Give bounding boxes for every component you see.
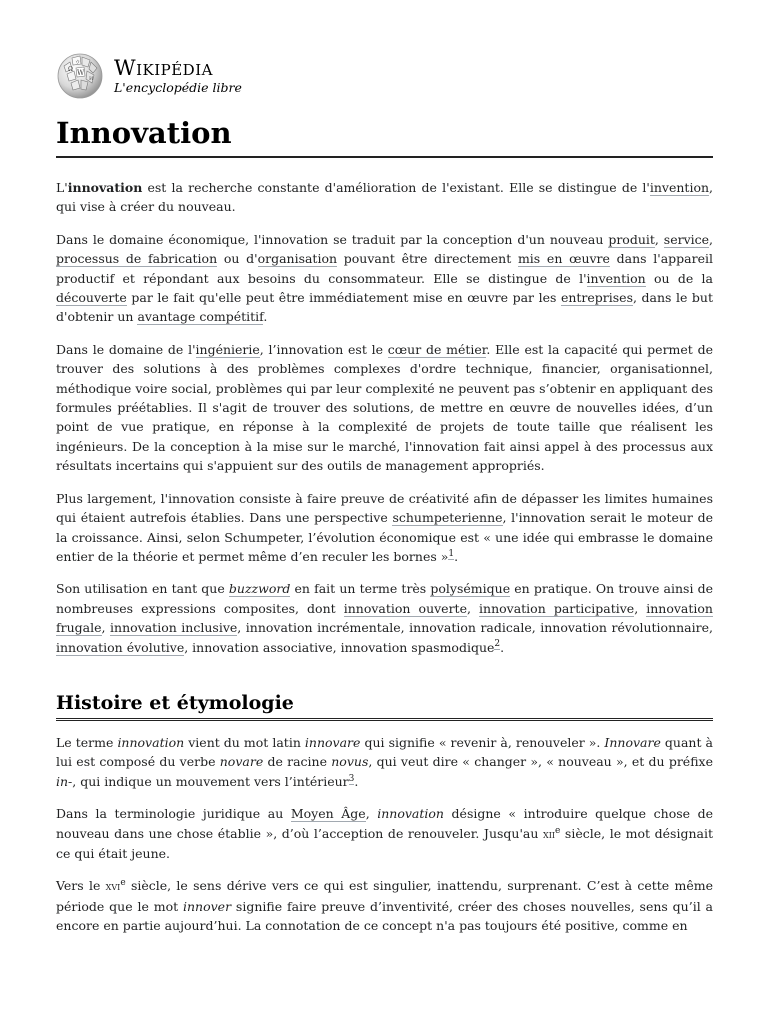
text: , [634, 600, 647, 616]
paragraph-juridique [56, 804, 713, 863]
footnote-ref[interactable]: 1 [448, 548, 455, 559]
link-service[interactable]: service [663, 231, 710, 247]
text: Plus largement, l'innovation consiste à faire preuve de créativité afin de dépasser les limites humaines qui étaient autrefois établies. Dans une perspective [56, 490, 713, 526]
paragraph-economique [56, 230, 713, 327]
century-numeral: xvi [105, 880, 121, 894]
site-header[interactable] [56, 52, 456, 100]
text: ou de la [645, 270, 713, 286]
link-innovation-ouverte[interactable]: innovation ouverte [343, 600, 467, 616]
text: L' [56, 180, 68, 195]
text: Le terme [56, 734, 118, 750]
text: , [654, 231, 664, 247]
link-innovation-inclusive[interactable]: innovation inclusive [110, 620, 238, 636]
text: . [354, 773, 359, 789]
italic-term: novare [219, 754, 264, 770]
brand-tagline: L'encyclopédie libre [114, 80, 242, 95]
link-produit[interactable]: produit [608, 231, 655, 247]
link-invention[interactable]: invention [586, 270, 646, 286]
text: dans l'appareil productif et répondant aux besoins du consommateur. Elle se distingue de l' [56, 251, 713, 286]
link-polysemique[interactable]: polysémique [430, 581, 511, 597]
text: , l’innovation est le [259, 341, 388, 357]
text: , [365, 806, 378, 822]
text: vient du mot latin [184, 734, 305, 750]
link-mis-en-oeuvre[interactable]: mis en œuvre [517, 251, 610, 267]
text: signifie faire preuve d’inventivité, créer des choses nouvelles, sens qu’il a encore en partie aujourd’hui. La connotation de ce concept n'a pas toujours été positive, comme en [56, 898, 714, 934]
text: en pratique. On trouve ainsi de nombreuses expressions composites, dont [56, 581, 713, 616]
text: en fait un terme très [290, 581, 431, 597]
link-schumpeterienne[interactable]: schumpeterienne [392, 510, 503, 526]
article-body [56, 178, 713, 949]
paragraph-intro [56, 178, 713, 217]
text: . Elle est la capacité qui permet de trouver des solutions à des problèmes complexes d'ordre technique, financier, organisationnel, méthodique voire social, problèmes qui par leur complexité ne peuvent pas s’obtenir en appliquant des formules préétablies. Il s'agit de trouver des solutions, de mettre en œuvre de nouvelles idées, d’un point de vue pratique, en réponse à la complexité de projets de toute taille que réalisent les ingénieurs. De la conception à la mise sur le marché, l'innovation fait ainsi appel à des processus aux résultats incertains qui s'appuient sur des outils de management appropriés. [56, 341, 713, 474]
text: . [454, 548, 459, 564]
paragraph-buzzword [56, 579, 713, 657]
text: par le fait qu'elle peut être immédiatement mise en œuvre par les [126, 290, 561, 306]
text: . [500, 639, 505, 655]
text: Dans la terminologie juridique au [56, 806, 291, 822]
brand[interactable] [114, 56, 242, 95]
link-decouverte[interactable]: découverte [56, 290, 127, 306]
wikipedia-globe-logo[interactable] [56, 52, 104, 100]
paragraph-etymologie [56, 733, 713, 791]
text: Son utilisation en tant que [56, 581, 229, 597]
paragraph-ingenierie [56, 340, 713, 476]
brand-name: Wikipédia [114, 56, 213, 80]
paragraph-croissance [56, 489, 713, 567]
italic-term: novus [331, 754, 369, 770]
text: , [709, 231, 714, 247]
svg-text:W: W [77, 69, 85, 77]
text: de racine [263, 754, 332, 770]
text: , innovation associative, innovation spasmodique [184, 639, 495, 655]
link-buzzword[interactable]: buzzword [228, 581, 291, 597]
ordinal-suffix: e [555, 825, 561, 836]
paragraph-xvie-siecle [56, 876, 713, 935]
svg-text:Ω: Ω [68, 66, 73, 73]
footnote-ref[interactable]: 3 [348, 773, 355, 784]
italic-term: innovation [117, 734, 185, 750]
text: est la recherche constante d'amélioration de l'existant. Elle se distingue de l' [142, 180, 650, 195]
text: , [101, 620, 111, 636]
text: , [466, 600, 480, 616]
link-innovation-evolutive[interactable]: innovation évolutive [56, 639, 185, 655]
italic-term: in- [56, 773, 73, 789]
link-ingenierie[interactable]: ingénierie [195, 341, 260, 357]
text: quant à lui est composé du verbe [56, 734, 713, 770]
italic-term: innover [182, 898, 232, 914]
section-heading-histoire: Histoire et étymologie [56, 690, 713, 721]
text: , innovation incrémentale, innovation radicale, innovation révolutionnaire, [237, 620, 713, 636]
text: , qui vise à créer du nouveau. [56, 180, 713, 215]
svg-text:ウ: ウ [75, 60, 81, 66]
ordinal-suffix: e [120, 878, 126, 889]
text: , qui veut dire « changer », « nouveau », et du préfixe [368, 754, 713, 770]
text: désigne « introduire quelque chose de nouveau dans une chose établie », d’où l’acception de renouveler. Jusqu'au [56, 806, 713, 841]
text: Vers le [56, 878, 106, 894]
bold-term: innovation [67, 180, 143, 195]
text: pouvant être directement [337, 251, 518, 267]
link-processus-de-fabrication[interactable]: processus de fabrication [56, 251, 218, 267]
text: siècle, le sens dérive vers ce qui est singulier, inattendu, surprenant. C’est à cette même période que le mot [56, 878, 713, 914]
text: , dans le but d'obtenir un [56, 290, 713, 325]
link-organisation[interactable]: organisation [257, 251, 338, 267]
text: . [263, 309, 268, 325]
link-avantage-competitif[interactable]: avantage compétitif [137, 309, 264, 325]
page-title: Innovation [56, 113, 713, 158]
footnote-ref[interactable]: 2 [494, 639, 501, 650]
italic-term: innovation [377, 806, 444, 822]
link-moyen-age[interactable]: Moyen Âge [290, 806, 366, 822]
svg-text:И: И [89, 76, 94, 82]
text: Dans le domaine de l' [56, 341, 196, 357]
link-innovation-participative[interactable]: innovation participative [479, 600, 635, 616]
text: , l'innovation serait le moteur de la croissance. Ainsi, selon Schumpeter, l’évolution économique est « une idée qui embrasse le domaine entier de la théorie et permet même d’en reculer les bornes » [56, 510, 713, 564]
text: ou d' [217, 251, 258, 267]
text: siècle, le mot désignait ce qui était jeune. [56, 825, 713, 861]
century-numeral: xii [543, 827, 556, 841]
text: qui signifie « revenir à, renouveler ». [360, 734, 605, 750]
link-innovation-frugale[interactable]: innovation frugale [56, 600, 713, 636]
text: , qui indique un mouvement vers l’intérieur [72, 773, 349, 789]
text: Dans le domaine économique, l'innovation se traduit par la conception d'un nouveau [56, 231, 609, 247]
link-coeur-de-metier[interactable]: cœur de métier [387, 341, 487, 357]
link-entreprises[interactable]: entreprises [560, 290, 633, 306]
italic-term: Innovare [604, 734, 661, 750]
link-invention[interactable]: invention [649, 180, 710, 195]
italic-term: innovare [304, 734, 361, 750]
